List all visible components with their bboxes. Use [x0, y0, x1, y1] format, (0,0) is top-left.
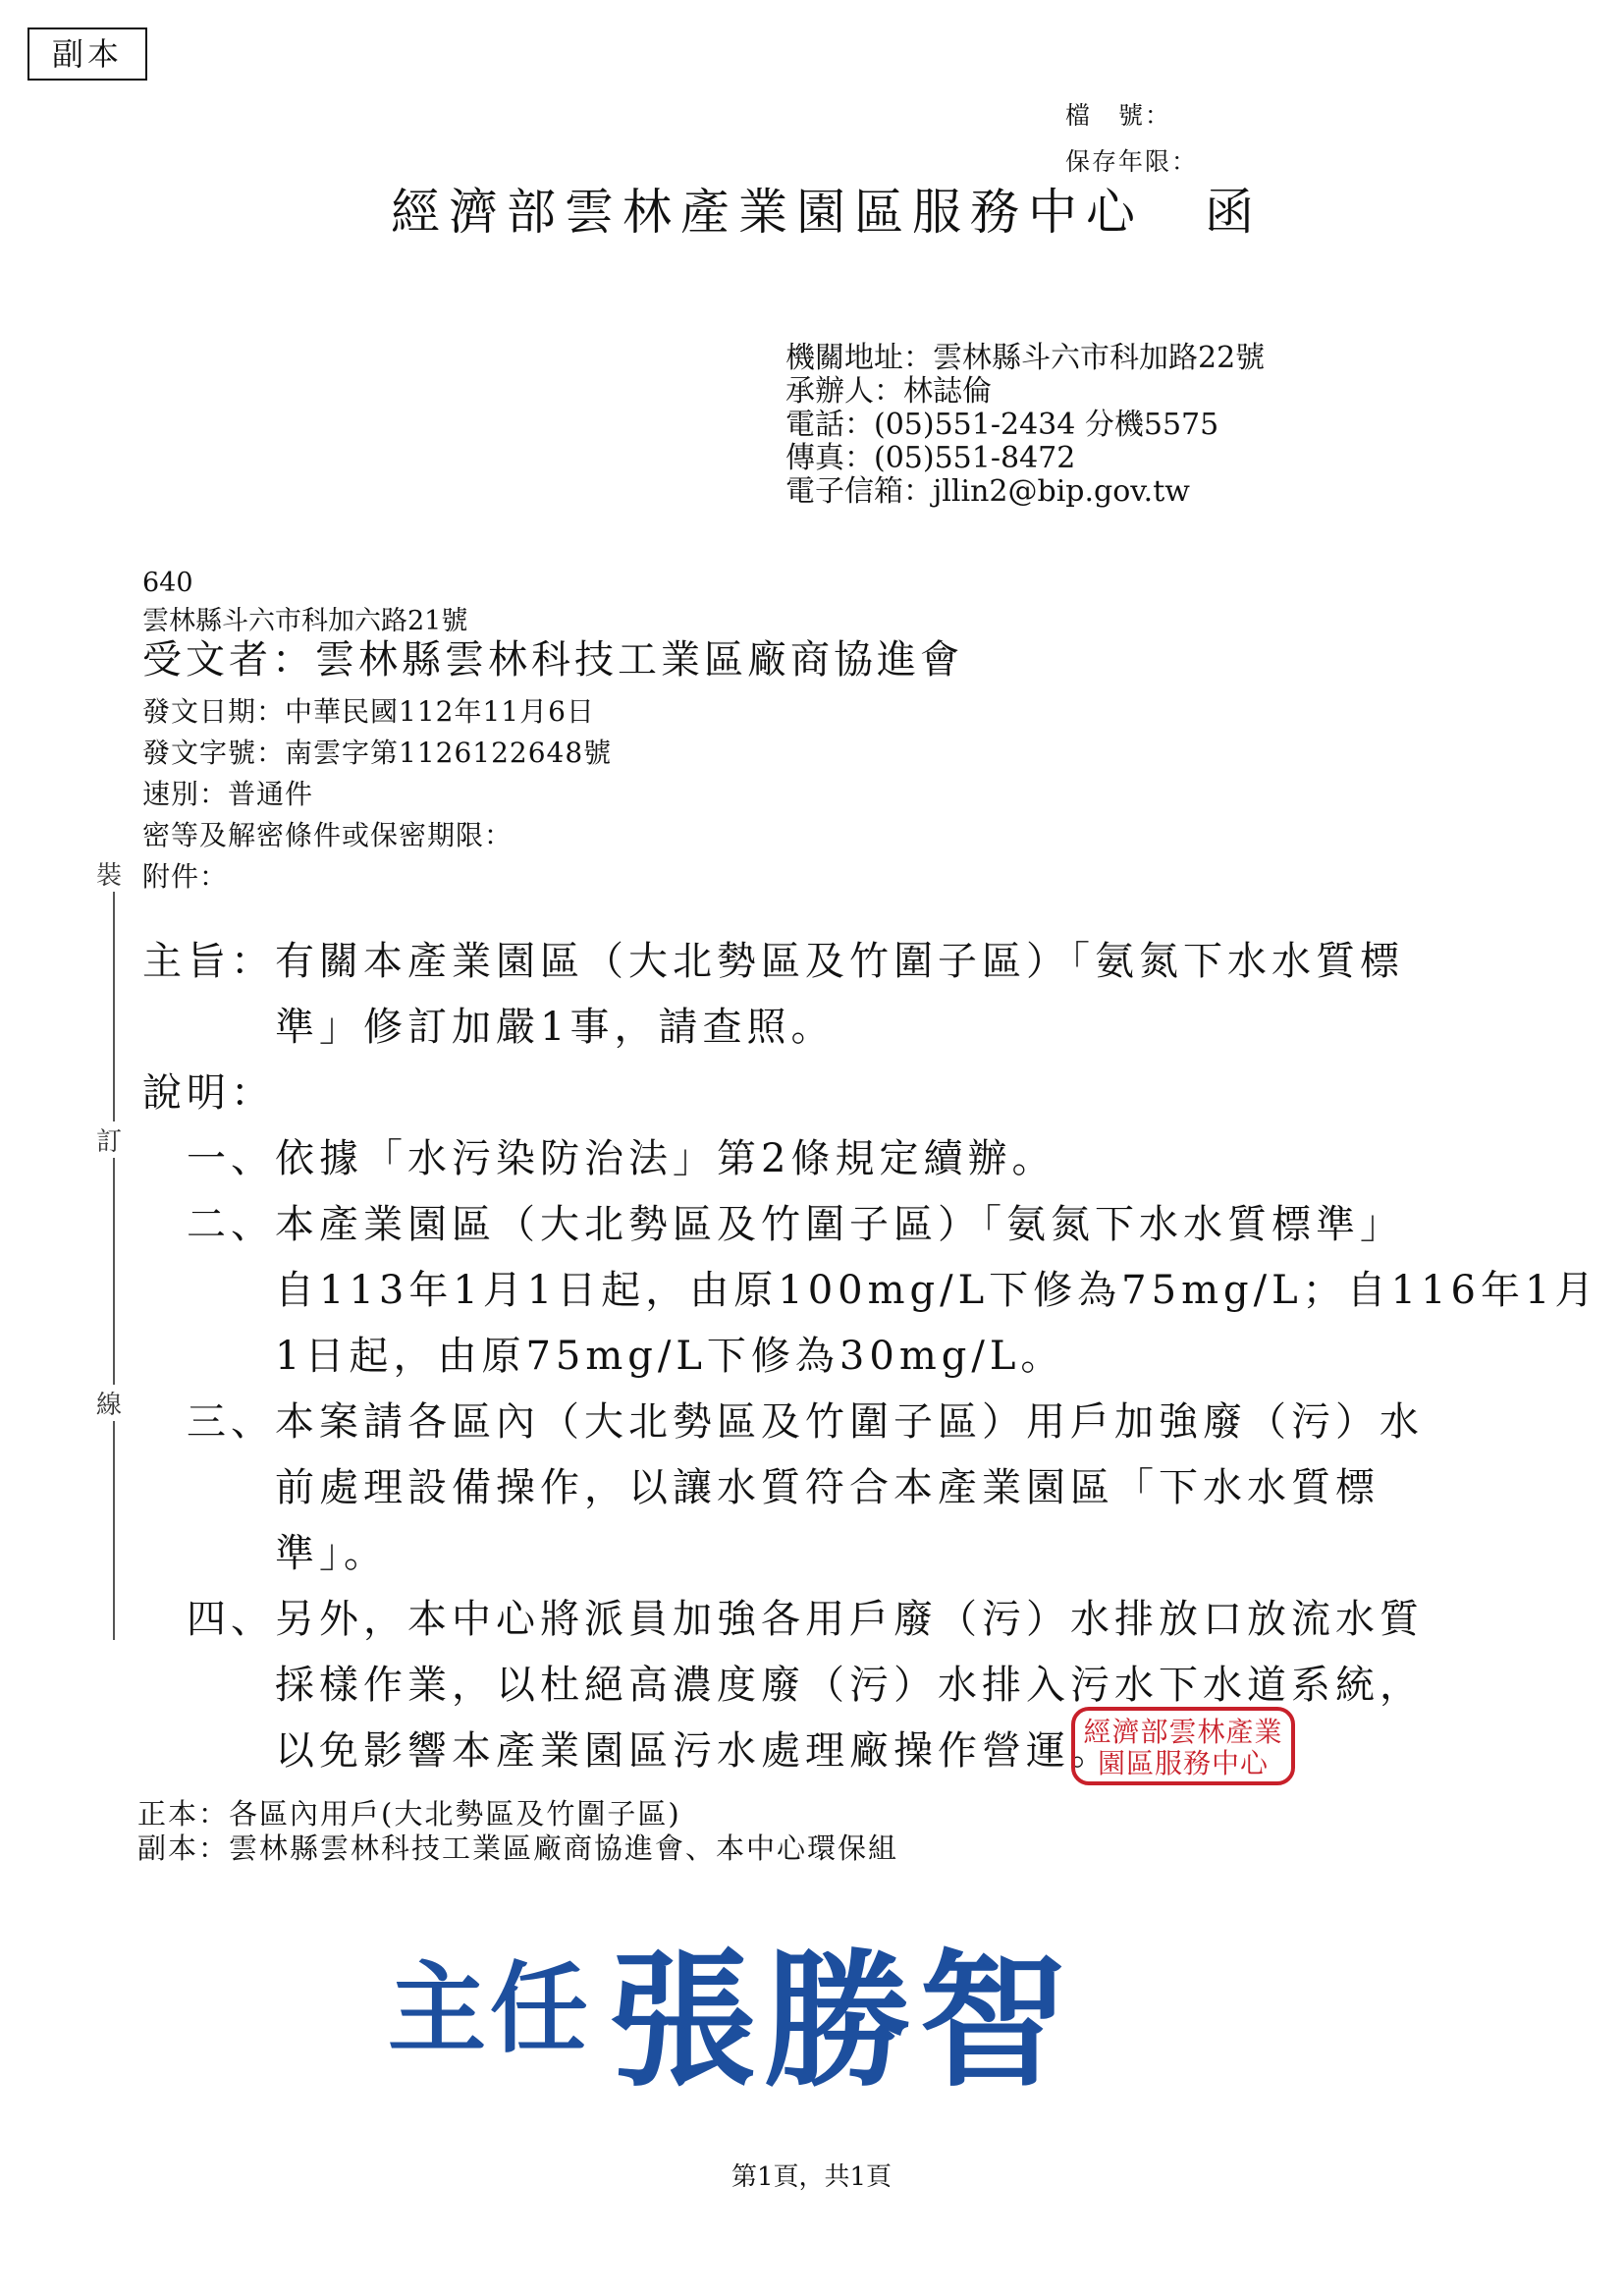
- svg-text:主任: 主任: [388, 1951, 592, 2066]
- attachment: 附件：: [142, 860, 229, 893]
- issuing-agency: 經濟部雲林產業園區服務中心: [391, 184, 1144, 241]
- document-title: [391, 173, 1263, 244]
- explanation-item-line: 以免影響本產業園區污水處理廠操作營運。: [275, 1728, 1114, 1774]
- file-number-label: 檔 號：: [1065, 101, 1172, 130]
- svg-text:園區服務中心: 園區服務中心: [1097, 1747, 1270, 1779]
- subject-line: 主旨：有關本產業園區（大北勢區及竹圍子區）「氨氮下水水質標: [142, 939, 1404, 984]
- director-signature-graphic: [388, 1940, 1173, 2106]
- document-number: 發文字號：南雲字第1126122648號: [142, 737, 613, 769]
- binding-mark: 線: [96, 1385, 122, 1421]
- explanation-item-line: 準」。: [275, 1531, 388, 1576]
- svg-text:張勝智: 張勝智: [609, 1940, 1075, 2106]
- document-kind: 函: [1205, 184, 1263, 241]
- recipient-address: 雲林縣斗六市科加六路21號: [142, 606, 468, 636]
- issue-date: 發文日期：中華民國112年11月6日: [142, 695, 595, 728]
- email: 電子信箱：jllin2@bip.gov.tw: [785, 474, 1190, 509]
- explanation-item-line: 自113年1月1日起，由原100mg/L下修為75mg/L；自116年1月: [275, 1268, 1599, 1313]
- agency-address: 機關地址：雲林縣斗六市科加路22號: [785, 341, 1266, 375]
- official-seal-graphic: [1070, 1706, 1296, 1786]
- distribution-copy: 副本：雲林縣雲林科技工業區廠商協進會、本中心環保組: [137, 1831, 899, 1865]
- explanation-item-line: 四、另外，本中心將派員加強各用戶廢（污）水排放口放流水質: [187, 1597, 1424, 1642]
- director-signature: [388, 1940, 1173, 2110]
- explanation-item-line: 前處理設備操作，以讓水質符合本產業園區「下水水質標: [275, 1465, 1380, 1510]
- speed: 速別：普通件: [142, 778, 314, 810]
- explanation-item-line: 一、依據「水污染防治法」第2條規定續辦。: [187, 1136, 1056, 1181]
- page-footer: 第1頁，共1頁: [730, 2162, 893, 2192]
- officer: 承辦人：林誌倫: [785, 374, 992, 409]
- explanation-item-line: 採樣作業，以杜絕高濃度廢（污）水排入污水下水道系統，: [275, 1663, 1424, 1708]
- binding-line: [113, 864, 115, 1640]
- binding-mark: 訂: [96, 1121, 122, 1158]
- secrecy: 密等及解密條件或保密期限：: [142, 819, 514, 851]
- binding-mark: 裝: [96, 855, 122, 892]
- postal-code: 640: [142, 568, 193, 598]
- phone: 電話：(05)551-2434 分機5575: [785, 408, 1219, 442]
- explanation-item-line: 1日起，由原75mg/L下修為30mg/L。: [275, 1334, 1065, 1379]
- distribution-original: 正本：各區內用戶(大北勢區及竹圍子區): [137, 1797, 681, 1831]
- copy-stamp: 副本: [27, 27, 147, 81]
- explanation-item-line: 二、本產業園區（大北勢區及竹圍子區）「氨氮下水水質標準」: [187, 1202, 1404, 1247]
- fax: 傳真：(05)551-8472: [785, 441, 1076, 475]
- recipient: 受文者：雲林縣雲林科技工業區廠商協進會: [142, 637, 963, 683]
- svg-text:經濟部雲林產業: 經濟部雲林產業: [1083, 1716, 1283, 1748]
- subject-line: 準」修訂加嚴1事，請查照。: [275, 1005, 836, 1050]
- retention-label: 保存年限：: [1065, 147, 1199, 176]
- official-seal: [1070, 1706, 1296, 1790]
- explanation-item-line: 三、本案請各區內（大北勢區及竹圍子區）用戶加強廢（污）水: [187, 1399, 1424, 1445]
- explanation-heading: 說明：: [142, 1070, 275, 1116]
